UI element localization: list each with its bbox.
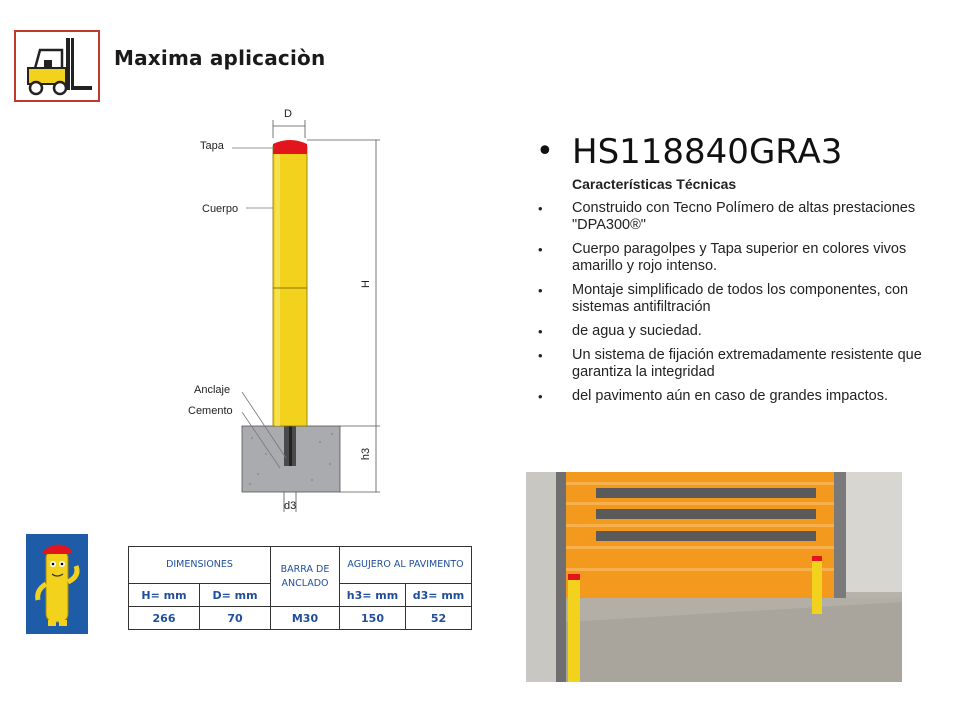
label-h3: h3 bbox=[360, 447, 373, 461]
bullet-icon: • bbox=[536, 134, 554, 169]
value-d: 70 bbox=[200, 607, 271, 630]
bullet-icon: • bbox=[538, 283, 543, 298]
bullet-icon: • bbox=[538, 201, 543, 216]
label-cuerpo: Cuerpo bbox=[202, 203, 239, 215]
list-item: • Montaje simplificado de todos los componentes, con sistemas antifiltración bbox=[538, 282, 909, 315]
photo-illustration bbox=[526, 472, 902, 682]
bullet-icon: • bbox=[538, 324, 543, 339]
header-agujero: AGUJERO AL PAVIMENTO bbox=[340, 547, 472, 584]
value-barra: M30 bbox=[271, 607, 340, 630]
list-item: • del pavimento aún en caso de grandes impactos. bbox=[538, 388, 888, 404]
subheader-h: H= mm bbox=[129, 584, 200, 607]
bollard-technical-drawing bbox=[180, 108, 400, 518]
bullet-icon: • bbox=[538, 389, 543, 404]
forklift-icon bbox=[16, 32, 98, 100]
subheader-d: D= mm bbox=[200, 584, 271, 607]
mascot-icon bbox=[26, 534, 88, 634]
label-cemento: Cemento bbox=[188, 405, 233, 417]
list-item: • Construido con Tecno Polímero de altas prestaciones "DPA300®" bbox=[538, 200, 916, 233]
subheader-h3: h3= mm bbox=[340, 584, 406, 607]
forklift-logo bbox=[14, 30, 100, 102]
value-h: 266 bbox=[129, 607, 200, 630]
label-d: D bbox=[284, 108, 292, 120]
specifications bbox=[536, 130, 926, 412]
list-item: • Cuerpo paragolpes y Tapa superior en colores vivos amarillo y rojo intenso. bbox=[538, 241, 907, 274]
dimensions-table bbox=[128, 546, 472, 630]
label-tapa: Tapa bbox=[200, 140, 224, 152]
bollard-mascot-image bbox=[26, 534, 88, 634]
bullet-icon: • bbox=[538, 348, 543, 363]
value-d3: 52 bbox=[406, 607, 472, 630]
product-code-text: HS118840GRA3 bbox=[572, 132, 843, 172]
value-h3: 150 bbox=[340, 607, 406, 630]
page-title: Maxima aplicaciòn bbox=[114, 46, 326, 70]
header-barra: BARRA DE ANCLADO bbox=[271, 547, 340, 607]
bullet-icon: • bbox=[538, 242, 543, 257]
product-code bbox=[536, 130, 926, 174]
subheader-d3: d3= mm bbox=[406, 584, 472, 607]
label-anclaje: Anclaje bbox=[194, 384, 231, 396]
bollard-cap bbox=[273, 140, 307, 154]
label-d3: d3 bbox=[284, 500, 297, 512]
header-dimensiones: DIMENSIONES bbox=[129, 547, 271, 584]
label-h: H bbox=[359, 280, 372, 288]
tech-heading: Características Técnicas bbox=[572, 176, 737, 192]
list-item: • Un sistema de fijación extremadamente resistente que garantiza la integridad bbox=[538, 347, 922, 380]
table-row bbox=[129, 607, 472, 630]
feature-list bbox=[536, 200, 926, 405]
installation-photo bbox=[526, 472, 902, 682]
list-item: • de agua y suciedad. bbox=[538, 323, 702, 339]
